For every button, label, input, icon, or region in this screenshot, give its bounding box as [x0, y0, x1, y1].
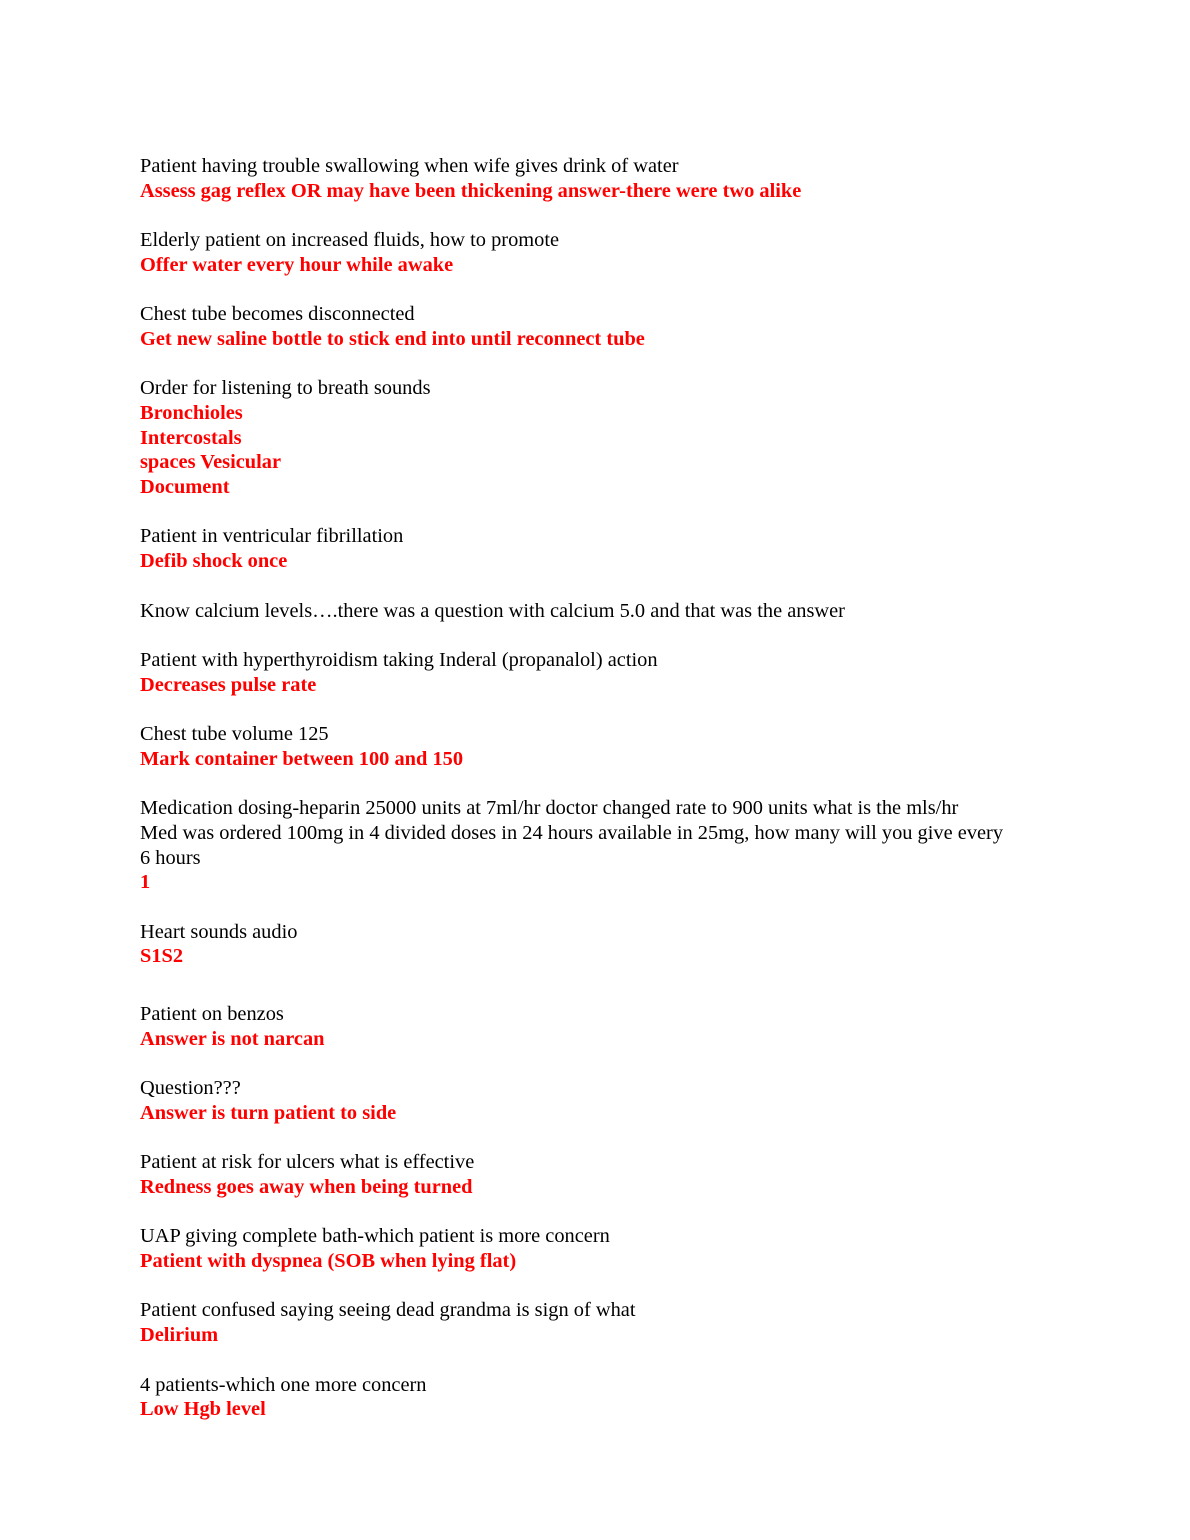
answer-text: Low Hgb level: [140, 1398, 266, 1421]
question-text: Patient on benzos: [140, 1003, 284, 1026]
question-text: Chest tube becomes disconnected: [140, 303, 415, 326]
qa-item-0: [140, 154, 1060, 203]
qa-item-5: [140, 599, 1060, 624]
qa-item-3: [140, 376, 1060, 500]
question-text: 6 hours: [140, 846, 201, 869]
question-text: Patient having trouble swallowing when wife gives drink of water: [140, 155, 679, 177]
answer-text: Mark container between 100 and 150: [140, 747, 464, 770]
qa-item-10: [140, 1002, 1060, 1051]
question-text: Patient in ventricular fibrillation: [140, 525, 404, 548]
answer-text: Intercostals: [140, 426, 242, 449]
answer-text: Defib shock once: [140, 550, 288, 573]
answer-text: Answer is turn patient to side: [140, 1101, 397, 1124]
qa-item-2: [140, 302, 1060, 351]
question-text: Question???: [140, 1077, 241, 1100]
document-page: [140, 154, 1060, 1422]
answer-text: Patient with dyspnea (SOB when lying flat): [140, 1250, 517, 1273]
qa-item-8: [140, 796, 1060, 895]
qa-item-12: [140, 1150, 1060, 1199]
answer-text: Decreases pulse rate: [140, 673, 317, 696]
question-text: 4 patients-which one more concern: [140, 1373, 427, 1396]
qa-item-15: [140, 1373, 1060, 1422]
answer-text: Delirium: [140, 1324, 219, 1347]
question-text: Order for listening to breath sounds: [140, 377, 431, 400]
answer-text: Redness goes away when being turned: [140, 1175, 473, 1198]
answer-text: Bronchioles: [140, 401, 243, 424]
question-text: UAP giving complete bath-which patient is more concern: [140, 1225, 610, 1248]
qa-item-11: [140, 1076, 1060, 1125]
answer-text: S1S2: [140, 945, 184, 968]
qa-item-9: [140, 920, 1060, 969]
question-text: Chest tube volume 125: [140, 723, 329, 746]
answer-text: Get new saline bottle to stick end into until reconnect tube: [140, 327, 645, 350]
question-text: Medication dosing-heparin 25000 units at 7ml/hr doctor changed rate to 900 units what is the mls/hr: [140, 797, 959, 820]
question-text: Med was ordered 100mg in 4 divided doses in 24 hours available in 25mg, how many will you give every: [140, 821, 1004, 844]
qa-item-1: [140, 228, 1060, 277]
answer-text: Answer is not narcan: [140, 1027, 325, 1050]
answer-text: 1: [140, 871, 151, 894]
question-text: Patient with hyperthyroidism taking Inderal (propanalol) action: [140, 648, 658, 671]
question-text: Elderly patient on increased fluids, how to promote: [140, 229, 560, 252]
answer-text: Assess gag reflex OR may have been thickening answer-there were two alike: [140, 179, 802, 202]
answer-text: Document: [140, 476, 230, 499]
answer-text: spaces Vesicular: [140, 451, 282, 474]
answer-text: Offer water every hour while awake: [140, 253, 454, 276]
question-text: Patient at risk for ulcers what is effective: [140, 1151, 475, 1174]
qa-item-6: [140, 648, 1060, 697]
qa-item-4: [140, 524, 1060, 573]
question-text: Patient confused saying seeing dead grandma is sign of what: [140, 1299, 636, 1322]
qa-item-14: [140, 1298, 1060, 1347]
question-text: Know calcium levels….there was a question with calcium 5.0 and that was the answer: [140, 599, 845, 622]
qa-item-13: [140, 1224, 1060, 1273]
question-text: Heart sounds audio: [140, 920, 298, 943]
qa-item-7: [140, 722, 1060, 771]
